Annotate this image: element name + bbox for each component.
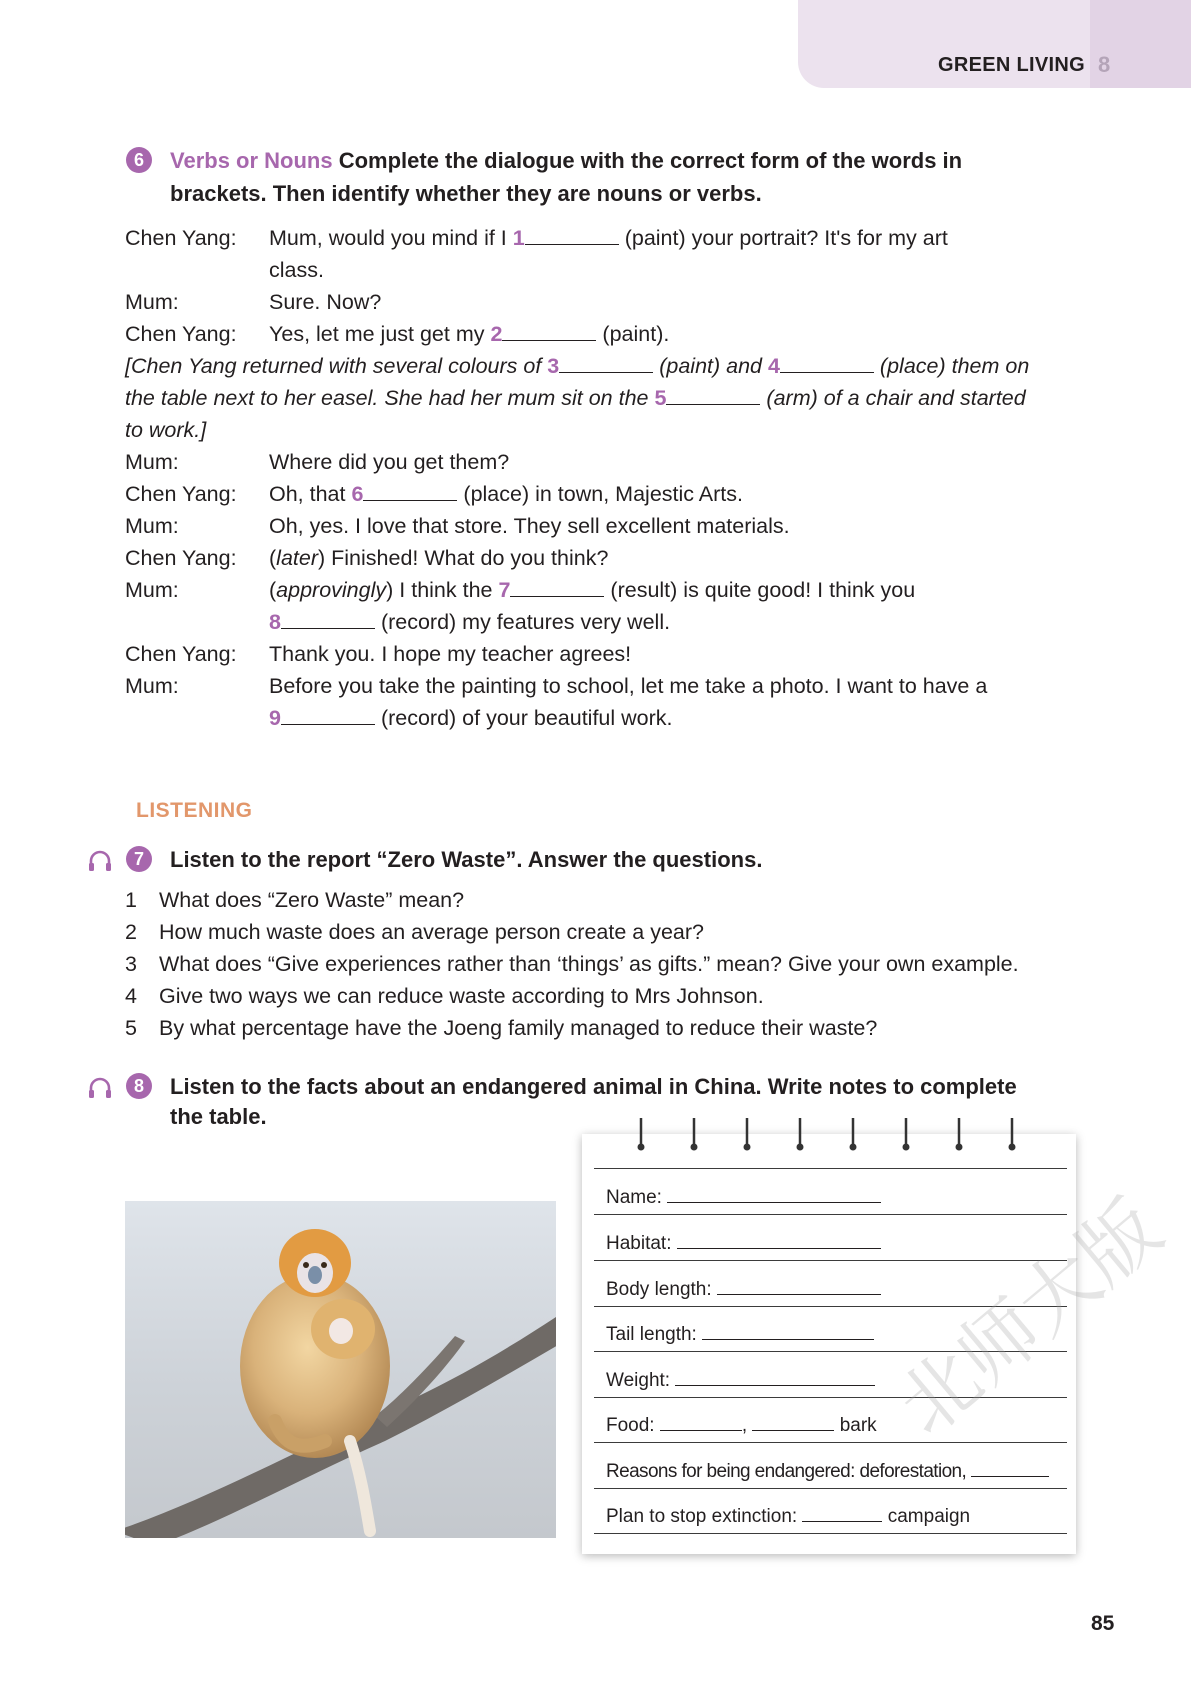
notes-blank[interactable]: [667, 1200, 881, 1203]
notes-row-reasons: Reasons for being endangered: deforestation,: [606, 1461, 1049, 1483]
stage-direction: [Chen Yang returned with several colours of 3 (paint) and 4 (place) them on: [125, 354, 1030, 378]
question-text: How much waste does an average person create a year?: [159, 920, 704, 944]
question-number: 2: [125, 920, 137, 944]
listening-section-title: LISTENING: [136, 799, 253, 822]
spiral-ring: [955, 1118, 963, 1152]
notes-blank[interactable]: [677, 1246, 881, 1249]
blank-number-1: 1: [512, 226, 525, 250]
exercise-8-heading-line1: Listen to the facts about an endangered animal in China. Write notes to complete: [170, 1074, 1017, 1099]
spiral-ring: [849, 1118, 857, 1152]
spiral-ring: [796, 1118, 804, 1152]
speaker-mum: Mum:: [125, 578, 179, 602]
blank-number-6: 6: [351, 482, 364, 506]
blank-number-4: 4: [767, 354, 780, 378]
exercise-8-heading-line2: the table.: [170, 1104, 267, 1129]
answer-blank-9[interactable]: [281, 722, 375, 725]
notes-blank[interactable]: [702, 1337, 874, 1340]
dialogue-line: Sure. Now?: [269, 290, 382, 314]
answer-blank-6[interactable]: [363, 498, 457, 501]
dialogue-line: (later) Finished! What do you think?: [269, 546, 609, 570]
question-text: What does “Give experiences rather than ‘things’ as gifts.” mean? Give your own example.: [159, 952, 1019, 976]
spiral-ring: [902, 1118, 910, 1152]
question-number: 4: [125, 984, 137, 1008]
exercise-6-heading-line1: Complete the dialogue with the correct form of the words in: [332, 148, 963, 173]
notes-blank[interactable]: [752, 1428, 834, 1431]
dialogue-line: Where did you get them?: [269, 450, 510, 474]
notes-row-name: Name:: [606, 1187, 881, 1209]
notes-blank[interactable]: [660, 1428, 742, 1431]
spiral-ring: [1008, 1118, 1016, 1152]
stage-direction: to work.]: [125, 418, 207, 442]
speaker-chen-yang: Chen Yang:: [125, 322, 237, 346]
exercise-7-number: 7: [126, 846, 152, 872]
spiral-ring: [637, 1118, 645, 1152]
notes-blank[interactable]: [971, 1474, 1049, 1477]
speaker-mum: Mum:: [125, 290, 179, 314]
exercise-6-heading: [170, 144, 962, 177]
monkey-photo: [125, 1201, 556, 1538]
answer-blank-7[interactable]: [510, 594, 604, 597]
speaker-chen-yang: Chen Yang:: [125, 226, 237, 250]
exercise-6-heading-line2: brackets. Then identify whether they are nouns or verbs.: [170, 181, 762, 206]
speaker-mum: Mum:: [125, 514, 179, 538]
blank-number-5: 5: [654, 386, 667, 410]
notes-rule: [594, 1442, 1067, 1443]
notes-row-body-length: Body length:: [606, 1279, 881, 1301]
dialogue-line: Before you take the painting to school, let me take a photo. I want to have a: [269, 674, 988, 698]
blank-number-3: 3: [547, 354, 560, 378]
notes-blank[interactable]: [802, 1519, 882, 1522]
headphones-icon[interactable]: [87, 849, 113, 873]
speaker-mum: Mum:: [125, 450, 179, 474]
speaker-mum: Mum:: [125, 674, 179, 698]
page-number: 85: [1091, 1612, 1115, 1635]
question-number: 5: [125, 1016, 137, 1040]
exercise-6-accent: Verbs or Nouns: [170, 148, 333, 173]
answer-blank-1[interactable]: [525, 242, 619, 245]
exercise-6-number: 6: [126, 147, 152, 173]
notes-row-food: Food: , bark: [606, 1415, 877, 1436]
speaker-chen-yang: Chen Yang:: [125, 546, 237, 570]
notes-rule: [594, 1488, 1067, 1489]
notes-rule: [594, 1214, 1067, 1215]
unit-number: 8: [1098, 52, 1111, 77]
watermark: 北师大版: [881, 1183, 1179, 1453]
dialogue-line: Thank you. I hope my teacher agrees!: [269, 642, 632, 666]
dialogue-line: 8 (record) my features very well.: [269, 610, 671, 634]
question-number: 1: [125, 888, 137, 912]
spiral-ring: [743, 1118, 751, 1152]
dialogue-line: Oh, that 6 (place) in town, Majestic Arts.: [269, 482, 744, 506]
exercise-8-number: 8: [126, 1073, 152, 1099]
notes-rule: [594, 1533, 1067, 1534]
question-text: By what percentage have the Joeng family managed to reduce their waste?: [159, 1016, 878, 1040]
blank-number-7: 7: [498, 578, 511, 602]
exercise-7-heading: Listen to the report “Zero Waste”. Answer the questions.: [170, 847, 763, 872]
spiral-ring: [690, 1118, 698, 1152]
notes-row-tail-length: Tail length:: [606, 1324, 874, 1346]
blank-number-8: 8: [269, 610, 281, 634]
notes-blank[interactable]: [675, 1383, 875, 1386]
answer-blank-8[interactable]: [281, 626, 375, 629]
speaker-chen-yang: Chen Yang:: [125, 482, 237, 506]
dialogue-line: (approvingly) I think the 7 (result) is quite good! I think you: [269, 578, 916, 602]
notes-blank[interactable]: [717, 1292, 881, 1295]
blank-number-2: 2: [490, 322, 503, 346]
notes-row-habitat: Habitat:: [606, 1233, 881, 1255]
monkey-illustration: [125, 1201, 556, 1538]
notes-row-weight: Weight:: [606, 1370, 875, 1392]
question-number: 3: [125, 952, 137, 976]
notes-rule: [594, 1168, 1067, 1169]
answer-blank-2[interactable]: [502, 338, 596, 341]
question-text: What does “Zero Waste” mean?: [159, 888, 465, 912]
headphones-icon[interactable]: [87, 1076, 113, 1100]
dialogue-line: Yes, let me just get my 2 (paint).: [269, 322, 670, 346]
stage-direction: the table next to her easel. She had her mum sit on the 5 (arm) of a chair and started: [125, 386, 1026, 410]
answer-blank-5[interactable]: [666, 402, 760, 405]
question-text: Give two ways we can reduce waste according to Mrs Johnson.: [159, 984, 764, 1008]
notes-rule: [594, 1260, 1067, 1261]
unit-title: GREEN LIVING: [938, 54, 1085, 76]
dialogue-line: 9 (record) of your beautiful work.: [269, 706, 673, 730]
blank-number-9: 9: [269, 706, 281, 730]
dialogue-line: Oh, yes. I love that store. They sell excellent materials.: [269, 514, 790, 538]
speaker-chen-yang: Chen Yang:: [125, 642, 237, 666]
notes-row-plan: Plan to stop extinction: campaign: [606, 1506, 971, 1527]
answer-blank-3[interactable]: [559, 370, 653, 373]
dialogue-line: class.: [269, 258, 324, 282]
answer-blank-4[interactable]: [780, 370, 874, 373]
dialogue-line: Mum, would you mind if I 1 (paint) your portrait? It's for my art: [269, 226, 948, 250]
